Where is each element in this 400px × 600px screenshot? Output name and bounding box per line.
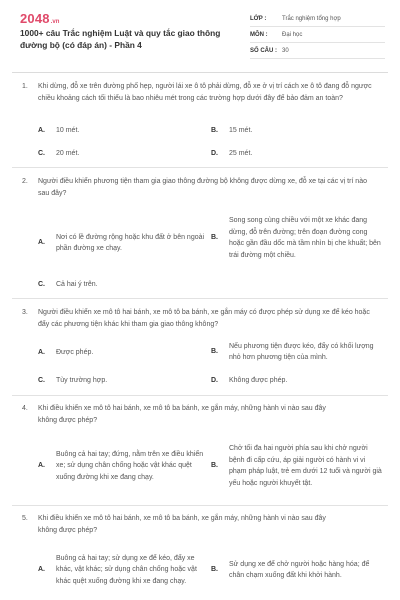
site-logo[interactable] (20, 11, 59, 26)
answer-option[interactable] (38, 347, 198, 359)
question-number: 4. (22, 405, 28, 412)
answer-text: 25 mét. (229, 150, 253, 157)
worksheet-title: 1000+ câu Trắc nghiệm Luật và quy tắc giao thông đường bộ (có đáp án) - Phần 4 (20, 28, 221, 50)
question-text: Khi điều khiển xe mô tô hai bánh, xe mô tô ba bánh, xe gắn máy, những hành vi nào sau đây không được phép? (38, 515, 326, 534)
answer-option[interactable] (38, 125, 198, 137)
question-divider (12, 505, 388, 506)
worksheet-info (250, 11, 385, 59)
answer-letter: B. (211, 462, 218, 470)
answer-letter: D. (211, 377, 218, 384)
answer-option[interactable] (38, 546, 208, 594)
question-divider (12, 298, 388, 299)
answer-text: Không được phép. (229, 377, 288, 384)
answer-letter: A. (38, 127, 45, 134)
question-2 (22, 176, 382, 200)
answer-option[interactable] (211, 375, 371, 387)
answer-letter: C. (38, 281, 45, 288)
answer-option[interactable] (211, 340, 386, 364)
answer-option[interactable] (38, 279, 198, 291)
question-divider (12, 167, 388, 168)
answer-letter: A. (38, 349, 45, 356)
answer-text: Nếu phương tiện được kéo, đẩy có khối lượng nhỏ hơn phương tiện của mình. (229, 342, 374, 361)
info-row-count (250, 43, 385, 59)
question-text: Khi dừng, đỗ xe trên đường phố hẹp, người lái xe ô tô phải dừng, đỗ xe ở vị trí cách xe ô tô đang đỗ ngược chiều khoảng cách tối thiểu là bao nhiêu mét trong các trường hợp dưới đây để bảo đảm an toàn? (38, 83, 372, 102)
logo-text: 2048 (20, 11, 50, 26)
question-text: Khi điều khiển xe mô tô hai bánh, xe mô tô ba bánh, xe gắn máy, những hành vi nào sau đây không được phép? (38, 405, 326, 424)
answer-letter: A. (38, 462, 45, 470)
answer-option[interactable] (211, 558, 386, 582)
info-value: Trắc nghiệm tổng hợp (282, 15, 341, 22)
header-divider (12, 72, 388, 73)
answer-text: Buông cả hai tay; đứng, nằm trên xe điều khiển xe; sử dụng chân chống hoặc vật khác quệt xuống đường khi xe đang chạy. (56, 450, 204, 481)
info-label: MÔN : (250, 31, 268, 38)
question-4 (22, 403, 382, 427)
info-row-subject (250, 27, 385, 43)
answer-letter: C. (38, 150, 45, 157)
answer-text: Cả hai ý trên. (56, 281, 98, 288)
answer-option[interactable] (38, 448, 208, 484)
info-value: 30 (282, 47, 289, 54)
question-5 (22, 513, 382, 537)
question-number: 1. (22, 83, 28, 90)
info-row-class (250, 11, 385, 27)
answer-text: 20 mét. (56, 150, 80, 157)
answer-text: 10 mét. (56, 127, 80, 134)
question-number: 3. (22, 309, 28, 316)
answer-text: Song song cùng chiều với một xe khác đang dừng, đỗ trên đường; trên đoạn đường cong hoặc gần đầu dốc mà tầm nhìn bị che khuất; bên trái đường một chiều. (229, 217, 381, 259)
answer-letter: A. (38, 566, 45, 574)
answer-letter: A. (38, 239, 45, 247)
answer-text: Buông cả hai tay; sử dụng xe để kéo, đẩy xe khác, vật khác; sử dụng chân chống hoặc vật khác quệt xuống đường khi xe đang chạy. (56, 554, 197, 585)
answer-letter: C. (38, 377, 45, 384)
answer-option[interactable] (38, 225, 208, 261)
question-divider (12, 395, 388, 396)
answer-letter: B. (211, 127, 218, 134)
answer-text: Chở tối đa hai người phía sau khi chở người bệnh đi cấp cứu, áp giải người có hành vi vi phạm pháp luật, trẻ em dưới 12 tuổi và người già yếu hoặc người khuyết tật. (229, 445, 382, 487)
answer-text: Nơi có lề đường rộng hoặc khu đất ở bên ngoài phần đường xe chạy. (56, 233, 205, 252)
info-label: SỐ CÂU : (250, 47, 277, 54)
answer-text: Tùy trường hợp. (56, 377, 108, 384)
answer-text: 15 mét. (229, 127, 253, 134)
answer-letter: B. (211, 348, 218, 356)
info-value: Đại học (282, 31, 303, 38)
logo-domain: .vn (50, 19, 60, 25)
question-text: Người điều khiển xe mô tô hai bánh, xe mô tô ba bánh, xe gắn máy có được phép sử dụng xe để kéo hoặc đẩy các phương tiện khác khi tham gia giao thông không? (38, 309, 370, 328)
answer-option[interactable] (211, 148, 371, 160)
worksheet-header (0, 0, 400, 64)
answer-text: Được phép. (56, 349, 94, 356)
answer-option[interactable] (211, 436, 386, 496)
question-number: 2. (22, 178, 28, 185)
question-3 (22, 307, 382, 331)
answer-option[interactable] (38, 148, 198, 160)
answer-letter: B. (211, 566, 218, 574)
question-number: 5. (22, 515, 28, 522)
answer-letter: B. (211, 234, 218, 242)
answer-option[interactable] (211, 208, 386, 268)
question-text: Người điều khiển phương tiện tham gia giao thông đường bộ không được dừng xe, đỗ xe tại các vị trí nào sau đây? (38, 178, 367, 197)
question-1 (22, 81, 382, 117)
answer-text: Sử dụng xe để chở người hoặc hàng hóa; để chân chạm xuống đất khi khởi hành. (229, 560, 370, 579)
answer-option[interactable] (38, 375, 198, 387)
info-label: LỚP : (250, 15, 267, 22)
answer-option[interactable] (211, 125, 371, 137)
answer-letter: D. (211, 150, 218, 157)
